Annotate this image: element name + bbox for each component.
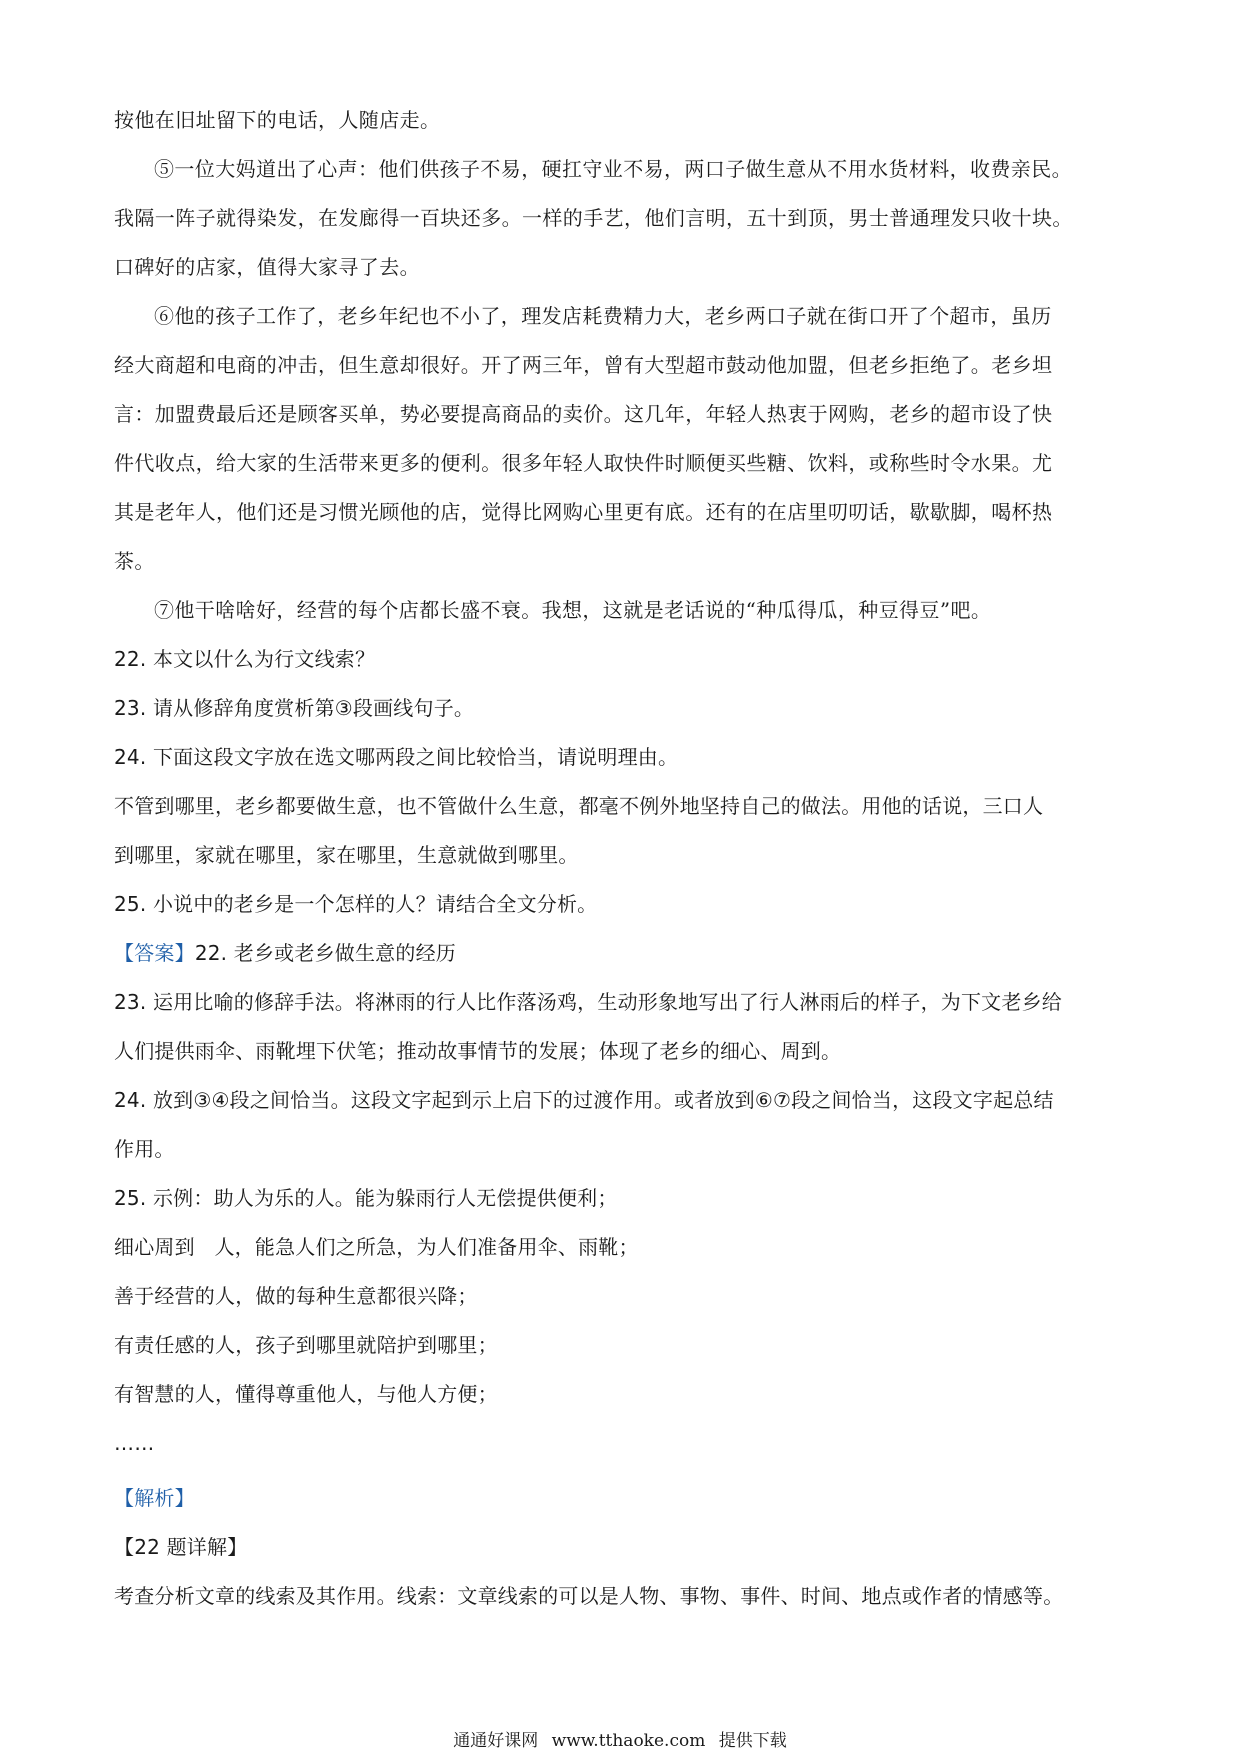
answer-25-line-6: ……	[114, 1431, 155, 1455]
answer-25-line-3: 善于经营的人，做的每种生意都很兴降；	[114, 1284, 478, 1308]
answer-25-line-1: 25. 示例：助人为乐的人。能为躲雨行人无偿提供便利；	[114, 1186, 618, 1210]
question-22: 22. 本文以什么为行文线索？	[114, 647, 376, 671]
story-paragraph-5-line-3: 口碑好的店家，值得大家寻了去。	[114, 255, 420, 279]
question-24: 24. 下面这段文字放在选文哪两段之间比较恰当，请说明理由。	[114, 745, 679, 769]
answer-24-line-2: 作用。	[114, 1137, 175, 1161]
answer-25-line-2: 细心周到 人，能急人们之所急，为人们准备用伞、雨靴；	[114, 1235, 639, 1259]
story-paragraph-7: ⑦他干啥啥好，经营的每个店都长盛不衰。我想，这就是老话说的“种瓜得瓜，种豆得豆”吧。	[154, 598, 992, 622]
story-paragraph-6-line-1: ⑥他的孩子工作了，老乡年纪也不小了，理发店耗费精力大，老乡两口子就在街口开了个超市，虽历	[154, 304, 1052, 328]
footer-suffix: 提供下载	[718, 1731, 787, 1751]
question-23: 23. 请从修辞角度赏析第③段画线句子。	[114, 696, 475, 720]
answer-25-line-5: 有智慧的人，懂得尊重他人，与他人方便；	[114, 1382, 498, 1406]
answer-25-line-4: 有责任感的人，孩子到哪里就陪护到哪里；	[114, 1333, 498, 1357]
footer-site-url[interactable]: www.tthaoke.com	[551, 1731, 706, 1751]
answer-22-line	[114, 929, 1134, 978]
analysis-label: 【解析】	[114, 1486, 195, 1510]
story-paragraph-6-line-5: 其是老年人，他们还是习惯光顾他的店，觉得比网购心里更有底。还有的在店里叨叨话，歇歇脚，喝杯热	[114, 500, 1053, 524]
story-paragraph-6-line-3: 言：加盟费最后还是顾客买单，势必要提高商品的卖价。这几年，年轻人热衷于网购，老乡的超市设了快	[114, 402, 1053, 426]
answer-24-line-1: 24. 放到③④段之间恰当。这段文字起到示上启下的过渡作用。或者放到⑥⑦段之间恰当，这段文字起总结	[114, 1088, 1054, 1112]
question-25: 25. 小说中的老乡是一个怎样的人？请结合全文分析。	[114, 892, 598, 916]
document-body	[114, 96, 1134, 1621]
footer-site-name: 通通好课网	[453, 1731, 539, 1751]
question-24-excerpt-line-2: 到哪里，家就在哪里，家在哪里，生意就做到哪里。	[114, 843, 579, 867]
page-footer	[0, 1726, 1240, 1751]
analysis-22-header: 【22 题详解】	[114, 1535, 248, 1559]
story-paragraph-5-line-2: 我隔一阵子就得染发，在发廊得一百块还多。一样的手艺，他们言明，五十到顶，男士普通理发只收十块。	[114, 206, 1073, 230]
story-paragraph-4-tail: 按他在旧址留下的电话，人随店走。	[114, 108, 441, 132]
story-paragraph-6-line-4: 件代收点，给大家的生活带来更多的便利。很多年轻人取快件时顺便买些糖、饮料，或称些时令水果。尤	[114, 451, 1053, 475]
question-24-excerpt-line-1: 不管到哪里，老乡都要做生意，也不管做什么生意，都毫不例外地坚持自己的做法。用他的话说，三口人	[114, 794, 1044, 818]
answer-label: 【答案】	[114, 941, 195, 965]
answer-23-line-1: 23. 运用比喻的修辞手法。将淋雨的行人比作落汤鸡，生动形象地写出了行人淋雨后的样子，为下文老乡给	[114, 990, 1062, 1014]
story-paragraph-6-line-6: 茶。	[114, 549, 155, 573]
analysis-22-text: 考查分析文章的线索及其作用。线索：文章线索的可以是人物、事物、事件、时间、地点或作者的情感等。	[114, 1584, 1064, 1608]
story-paragraph-5-line-1: ⑤一位大妈道出了心声：他们供孩子不易，硬扛守业不易，两口子做生意从不用水货材料，收费亲民。	[154, 157, 1072, 181]
story-paragraph-6-line-2: 经大商超和电商的冲击，但生意却很好。开了两三年，曾有大型超市鼓动他加盟，但老乡拒绝了。老乡坦	[114, 353, 1053, 377]
answer-23-line-2: 人们提供雨伞、雨靴埋下伏笔；推动故事情节的发展；体现了老乡的细心、周到。	[114, 1039, 842, 1063]
answer-22: 22. 老乡或老乡做生意的经历	[194, 941, 456, 965]
